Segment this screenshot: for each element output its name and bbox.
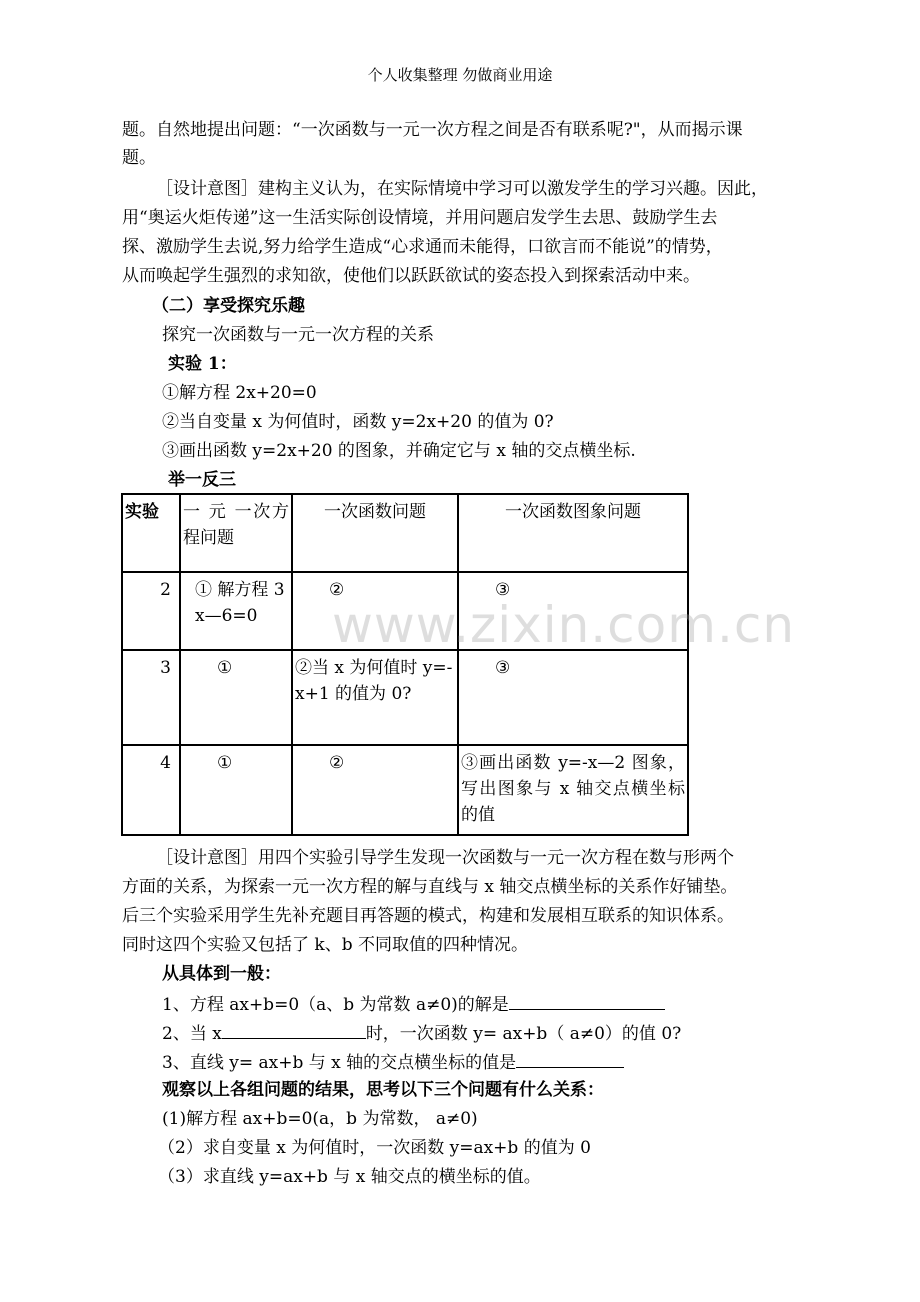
experiments-table xyxy=(121,493,689,836)
design-intent-text: 建构主义认为，在实际情境中学习可以激发学生的学习兴趣。因此， xyxy=(258,179,768,199)
table-cell: ② xyxy=(292,572,458,650)
jyfs-title: 举一反三 xyxy=(168,470,236,490)
table-row xyxy=(122,650,688,745)
general-item-2-text-a: 2、当 x xyxy=(162,1024,222,1044)
design-intent-1-line-3: 探、激励学生去说,努力给学生造成“心求通而未能得，口欲言而不能说”的情势， xyxy=(122,237,723,257)
table-cell: ③ xyxy=(458,572,688,650)
answer-blank[interactable] xyxy=(509,991,665,1010)
design-intent-2-line-4: 同时这四个实验又包括了 k、b 不同取值的四种情况。 xyxy=(122,935,528,955)
observe-q3: （3）求直线 y=ax+b 与 x 轴交点的横坐标的值。 xyxy=(158,1167,541,1187)
page-header: 个人收集整理 勿做商业用途 xyxy=(367,66,553,84)
experiment-1-q1: ①解方程 2x+20=0 xyxy=(162,383,317,403)
table-cell: ① xyxy=(180,650,292,745)
table-header-cell: 一次函数图象问题 xyxy=(458,494,688,572)
table-cell: ②当 x 为何值时 y=-x+1 的值为 0? xyxy=(292,650,458,745)
watermark: www.zixin.com.cn xyxy=(332,596,796,654)
general-item-1 xyxy=(162,991,842,1017)
experiment-1-q2: ②当自变量 x 为何值时，函数 y=2x+20 的值为 0? xyxy=(162,412,554,432)
design-intent-2-line-2: 方面的关系，为探索一元一次方程的解与直线与 x 轴交点横坐标的关系作好铺垫。 xyxy=(122,877,738,897)
table-cell: ③画出函数 y=-x—2 图象，写出图象与 x 轴交点横坐标的值 xyxy=(458,745,688,835)
intro-line-2: 题。 xyxy=(122,148,156,168)
table-header-row xyxy=(122,494,688,572)
table-cell: ① xyxy=(180,745,292,835)
design-intent-label: ［设计意图］ xyxy=(156,848,258,868)
intro-line-1: 题。自然地提出问题：“一次函数与一元一次方程之间是否有联系呢?"，从而揭示课 xyxy=(122,120,743,140)
design-intent-label: ［设计意图］ xyxy=(156,179,258,199)
observe-title: 观察以上各组问题的结果，思考以下三个问题有什么关系： xyxy=(162,1080,604,1100)
table-row xyxy=(122,745,688,835)
table-header-cell: 实验 xyxy=(122,494,180,572)
general-item-2-text-b: 时，一次函数 y= ax+b（ a≠0）的值 0? xyxy=(365,1024,682,1044)
section-2-title: （二）享受探究乐趣 xyxy=(152,296,305,316)
experiment-1-title: 实验 1： xyxy=(168,354,237,374)
design-intent-1-line-4: 从而唤起学生强烈的求知欲，使他们以跃跃欲试的姿态投入到探索活动中来。 xyxy=(122,266,700,286)
general-title: 从具体到一般： xyxy=(162,964,281,984)
table-cell-num: 4 xyxy=(122,745,180,835)
design-intent-2-line-1 xyxy=(156,846,836,870)
answer-blank[interactable] xyxy=(222,1020,366,1039)
table-cell: ③ xyxy=(458,650,688,745)
table-cell: ① 解方程 3x—6=0 xyxy=(180,572,292,650)
general-item-2 xyxy=(162,1020,842,1046)
table-cell-num: 2 xyxy=(122,572,180,650)
section-2-subtitle: 探究一次函数与一元一次方程的关系 xyxy=(162,325,434,345)
table-cell-num: 3 xyxy=(122,650,180,745)
design-intent-2-line-3: 后三个实验采用学生先补充题目再答题的模式，构建和发展相互联系的知识体系。 xyxy=(122,906,734,926)
design-intent-text: 用四个实验引导学生发现一次函数与一元一次方程在数与形两个 xyxy=(258,848,734,868)
table-header-cell: 一次函数问题 xyxy=(292,494,458,572)
table-header-cell: 一 元 一次方程问题 xyxy=(180,494,292,572)
general-item-1-text: 1、方程 ax+b=0（a、b 为常数 a≠0)的解是 xyxy=(162,995,509,1015)
answer-blank[interactable] xyxy=(516,1049,624,1068)
general-item-3-text: 3、直线 y= ax+b 与 x 轴的交点横坐标的值是 xyxy=(162,1053,517,1073)
design-intent-1-line-2: 用“奥运火炬传递”这一生活实际创设情境，并用问题启发学生去思、鼓励学生去 xyxy=(122,208,718,228)
experiment-1-q3: ③画出函数 y=2x+20 的图象，并确定它与 x 轴的交点横坐标. xyxy=(162,441,636,461)
table-cell: ② xyxy=(292,745,458,835)
design-intent-1-line-1 xyxy=(156,177,836,201)
general-item-3 xyxy=(162,1049,842,1075)
observe-q1: (1)解方程 ax+b=0(a，b 为常数， a≠0) xyxy=(162,1109,478,1129)
observe-q2: （2）求自变量 x 为何值时，一次函数 y=ax+b 的值为 0 xyxy=(158,1138,591,1158)
